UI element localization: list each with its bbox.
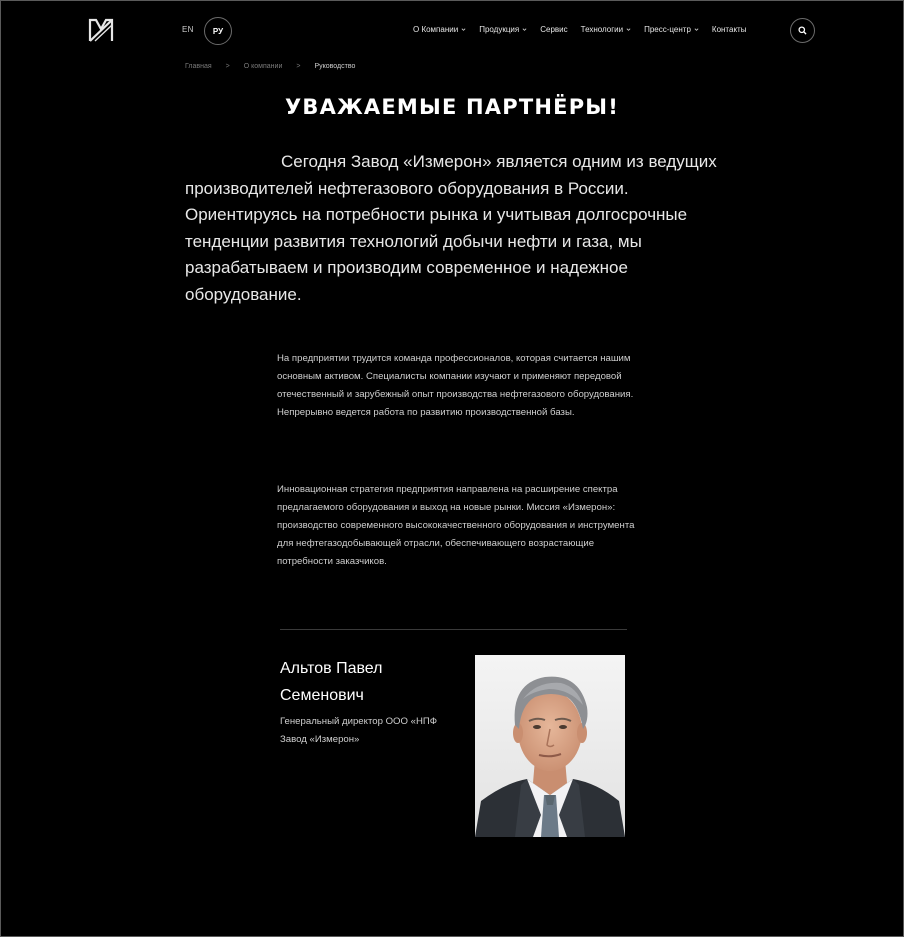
lang-en-link[interactable]: EN (182, 25, 194, 34)
body-paragraph: Инновационная стратегия предприятия направлена на расширение спектра предлагаемого оборудования и выход на новые рынки. Миссия «Измерон»: производство современного высококачественного оборудования и инструмента для нефтегазодобывающей отрасли, обеспечивающего возрастающие потребности заказчиков. (277, 484, 635, 567)
nav-item-products[interactable] (479, 25, 527, 34)
breadcrumb-separator: > (296, 63, 301, 70)
chevron-down-icon (626, 27, 631, 32)
nav-item-label: Технологии (580, 25, 624, 34)
breadcrumb-current: Руководство (314, 63, 356, 70)
chevron-down-icon (694, 27, 699, 32)
breadcrumb-home[interactable]: Главная (185, 63, 212, 70)
person-photo (475, 655, 625, 837)
divider (280, 629, 627, 630)
body-paragraph: На предприятии трудится команда профессионалов, которая считается нашим основным активом. Специалисты компании изучают и применяют передовой отечественный и зарубежный опыт производства нефтегазового оборудования. Непрерывно ведется работа по развитию производственной базы. (277, 353, 634, 418)
nav-item-label: Контакты (711, 25, 747, 34)
nav-item-about[interactable] (413, 25, 466, 34)
breadcrumb (185, 63, 355, 70)
page-title: УВАЖАЕМЫЕ ПАРТНЁРЫ! (284, 95, 620, 119)
nav-item-label: Пресс-центр (644, 25, 691, 34)
nav-item-technologies[interactable] (581, 25, 631, 34)
nav-item-service[interactable] (540, 25, 567, 34)
person-name: Альтов Павел Семенович (280, 660, 383, 704)
nav-item-label: Продукция (479, 25, 520, 34)
search-icon (798, 26, 807, 35)
nav-item-label: Сервис (540, 25, 568, 34)
lead-paragraph: Сегодня Завод «Измерон» является одним из ведущих производителей нефтегазового оборудования в России. Ориентируясь на потребности рынка и учитывая долгосрочные тенденции развития технологий добычи нефти и газа, мы разрабатываем и производим современное и надежное оборудование. (185, 152, 717, 304)
main-nav (413, 25, 746, 34)
logo-icon[interactable] (87, 17, 115, 43)
nav-item-press[interactable] (644, 25, 699, 34)
nav-item-label: О Компании (413, 25, 459, 34)
search-button[interactable] (790, 18, 815, 43)
breadcrumb-separator: > (225, 63, 230, 70)
nav-item-contacts[interactable] (712, 25, 747, 34)
lang-ru-button[interactable]: РУ (204, 17, 232, 45)
chevron-down-icon (522, 27, 527, 32)
person-role: Генеральный директор ООО «НПФ Завод «Измерон» (280, 716, 438, 745)
chevron-down-icon (461, 27, 466, 32)
breadcrumb-about[interactable]: О компании (243, 63, 283, 70)
